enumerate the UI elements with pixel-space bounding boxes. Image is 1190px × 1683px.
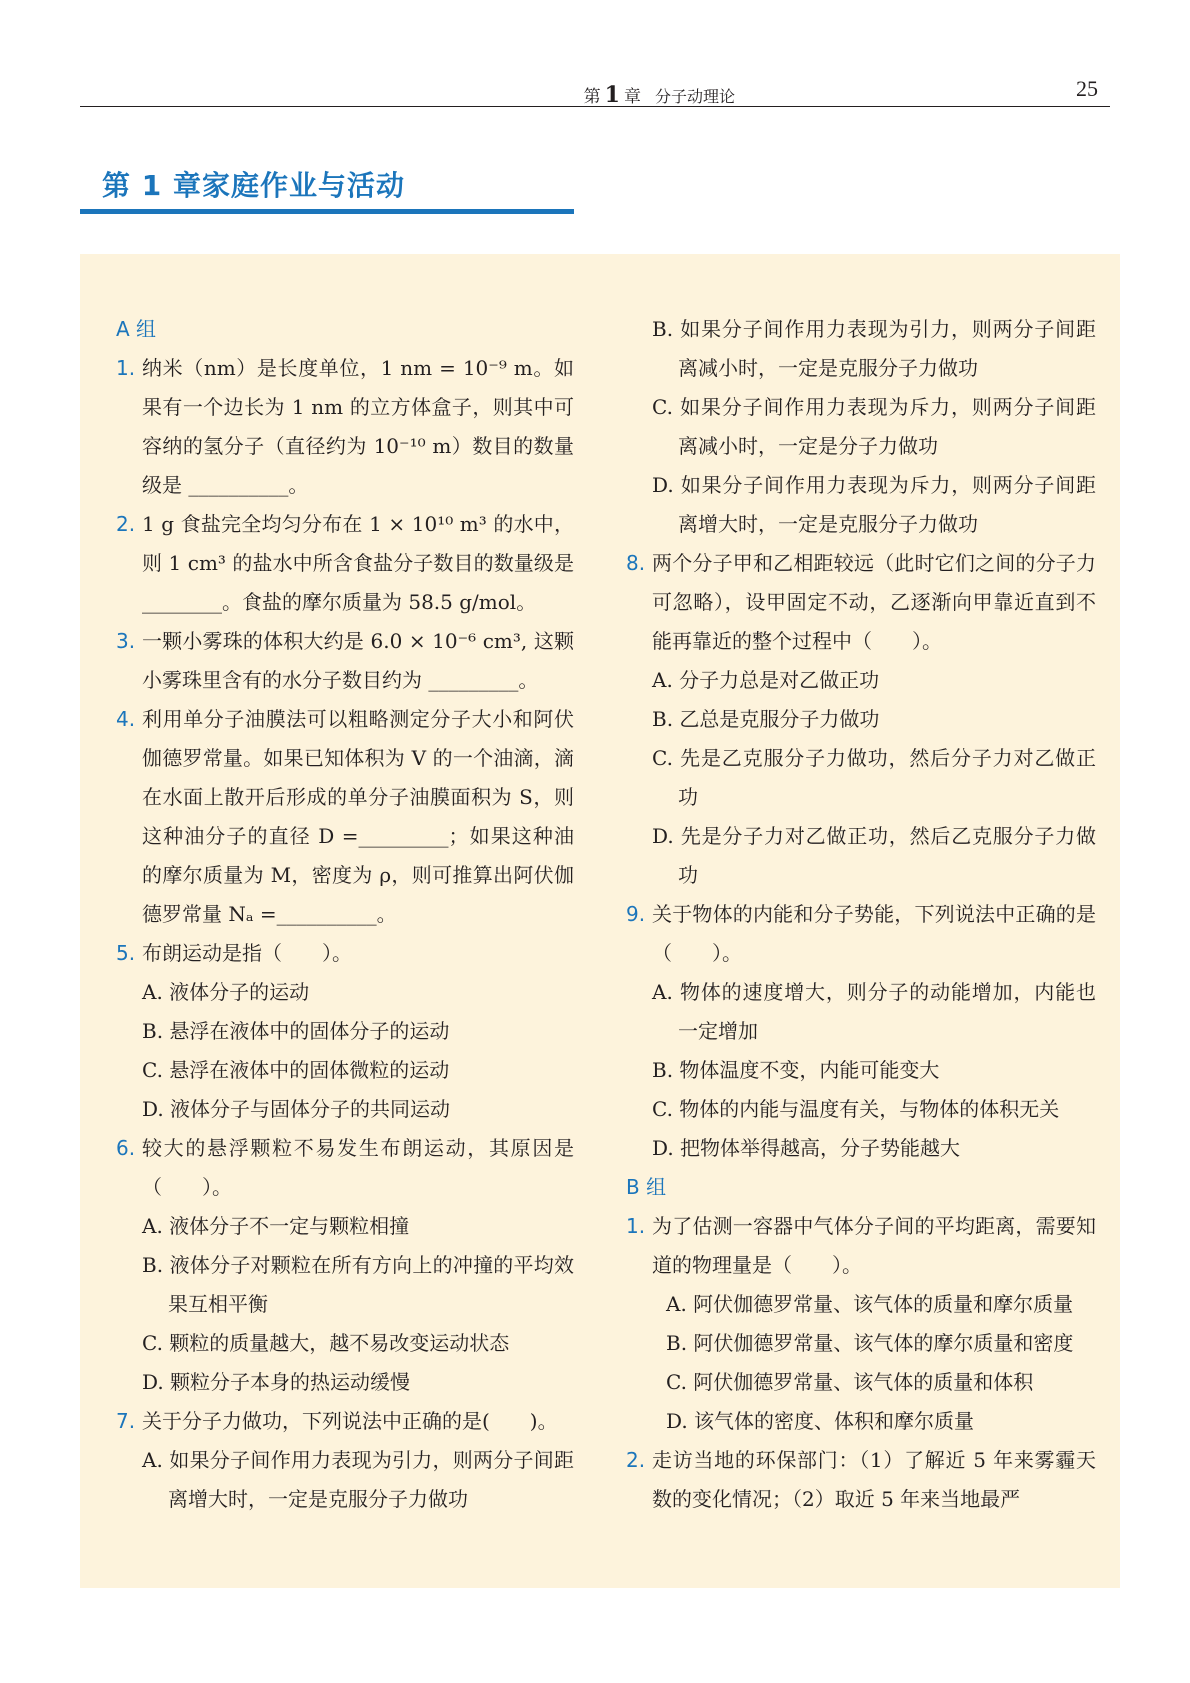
question [116,934,574,973]
question [626,544,1096,661]
question-text: 利用单分子油膜法可以粗略测定分子大小和阿伏伽德罗常量。如果已知体积为 V 的一个油滴，滴在水面上散开后形成的单分子油膜面积为 S，则这种油分子的直径 D =_________；如果这种油的摩尔质量为 M，密度为 ρ，则可推算出阿伏伽德罗常量 Nₐ =__________。 [142,707,574,926]
question [116,622,574,700]
question-number: 4. [116,707,136,731]
question [116,1402,574,1441]
title-underline [80,209,574,214]
question-text: 纳米（nm）是长度单位，1 nm = 10⁻⁹ m。如果有一个边长为 1 nm 的立方体盒子，则其中可容纳的氢分子（直径约为 10⁻¹⁰ m）数目的数量级是 __________。 [142,356,574,497]
group-a-heading: A 组 [116,317,157,341]
question-number: 2. [116,512,136,536]
question-number: 2. [626,1448,646,1472]
answer-option: C. 阿伏伽德罗常量、该气体的质量和体积 [666,1370,1034,1394]
question [116,1129,574,1207]
answer-option: C. 如果分子间作用力表现为斥力，则两分子间距离减小时，一定是分子力做功 [652,395,1096,458]
question-text: 关于物体的内能和分子势能，下列说法中正确的是（ ）。 [652,902,1096,965]
answer-option: D. 该气体的密度、体积和摩尔质量 [666,1409,975,1433]
answer-option: A. 液体分子不一定与颗粒相撞 [142,1214,410,1238]
answer-option: B. 液体分子对颗粒在所有方向上的冲撞的平均效果互相平衡 [142,1253,574,1316]
answer-option: B. 悬浮在液体中的固体分子的运动 [142,1019,450,1043]
question-text: 较大的悬浮颗粒不易发生布朗运动，其原因是（ ）。 [142,1136,574,1199]
question-text: 布朗运动是指（ ）。 [142,941,352,965]
answer-option: D. 把物体举得越高，分子势能越大 [652,1136,961,1160]
question-number: 7. [116,1409,136,1433]
running-head [80,74,1110,107]
question-text: 关于分子力做功，下列说法中正确的是( )。 [142,1409,558,1433]
question-number: 8. [626,551,646,575]
question-text: 走访当地的环保部门：（1）了解近 5 年来雾霾天数的变化情况；（2）取近 5 年来当地最严 [652,1448,1096,1511]
answer-option: D. 液体分子与固体分子的共同运动 [142,1097,451,1121]
question-text: 1 g 食盐完全均匀分布在 1 × 10¹⁰ m³ 的水中，则 1 cm³ 的盐水中所含食盐分子数目的数量级是 ________。食盐的摩尔质量为 58.5 g/mol。 [142,512,574,614]
answer-option: C. 颗粒的质量越大，越不易改变运动状态 [142,1331,510,1355]
chapter-number: 1 [604,82,620,108]
answer-option: B. 如果分子间作用力表现为引力，则两分子间距离减小时，一定是克服分子力做功 [652,317,1096,380]
right-column [626,310,1096,1519]
answer-option: D. 先是分子力对乙做正功，然后乙克服分子力做功 [652,824,1096,887]
answer-option: C. 悬浮在液体中的固体微粒的运动 [142,1058,450,1082]
left-column [116,310,574,1519]
answer-option: B. 阿伏伽德罗常量、该气体的摩尔质量和密度 [666,1331,1074,1355]
question-text: 一颗小雾珠的体积大约是 6.0 × 10⁻⁶ cm³, 这颗小雾珠里含有的水分子数目约为 _________。 [142,629,574,692]
question [116,505,574,622]
group-b-heading: B 组 [626,1175,667,1199]
answer-option: C. 物体的内能与温度有关，与物体的体积无关 [652,1097,1060,1121]
answer-option: C. 先是乙克服分子力做功，然后分子力对乙做正功 [652,746,1096,809]
chapter-title: 分子动理论 [654,87,735,106]
answer-option: D. 颗粒分子本身的热运动缓慢 [142,1370,411,1394]
chapter-prefix: 第 [583,87,601,107]
question [626,895,1096,973]
answer-option: A. 阿伏伽德罗常量、该气体的质量和摩尔质量 [666,1292,1074,1316]
question-number: 9. [626,902,646,926]
answer-option: A. 分子力总是对乙做正功 [652,668,880,692]
question-number: 1. [116,356,136,380]
question-number: 5. [116,941,136,965]
page-number: 25 [1076,76,1098,101]
answer-option: B. 乙总是克服分子力做功 [652,707,880,731]
question [626,1207,1096,1285]
question [116,700,574,934]
question-number: 6. [116,1136,136,1160]
section-title: 第 1 章家庭作业与活动 [102,169,405,202]
chapter-suffix: 章 [623,87,641,107]
question-number: 1. [626,1214,646,1238]
answer-option: D. 如果分子间作用力表现为斥力，则两分子间距离增大时，一定是克服分子力做功 [652,473,1096,536]
answer-option: A. 如果分子间作用力表现为引力，则两分子间距离增大时，一定是克服分子力做功 [142,1448,574,1511]
running-head-chapter [584,82,735,108]
question [626,1441,1096,1519]
answer-option: B. 物体温度不变，内能可能变大 [652,1058,940,1082]
answer-option: A. 物体的速度增大，则分子的动能增加，内能也一定增加 [652,980,1096,1043]
homework-panel [80,254,1120,1588]
answer-option: A. 液体分子的运动 [142,980,310,1004]
question-number: 3. [116,629,136,653]
question-text: 为了估测一容器中气体分子间的平均距离，需要知道的物理量是（ ）。 [652,1214,1096,1277]
question [116,349,574,505]
question-text: 两个分子甲和乙相距较远（此时它们之间的分子力可忽略），设甲固定不动，乙逐渐向甲靠近直到不能再靠近的整个过程中（ ）。 [652,551,1096,653]
